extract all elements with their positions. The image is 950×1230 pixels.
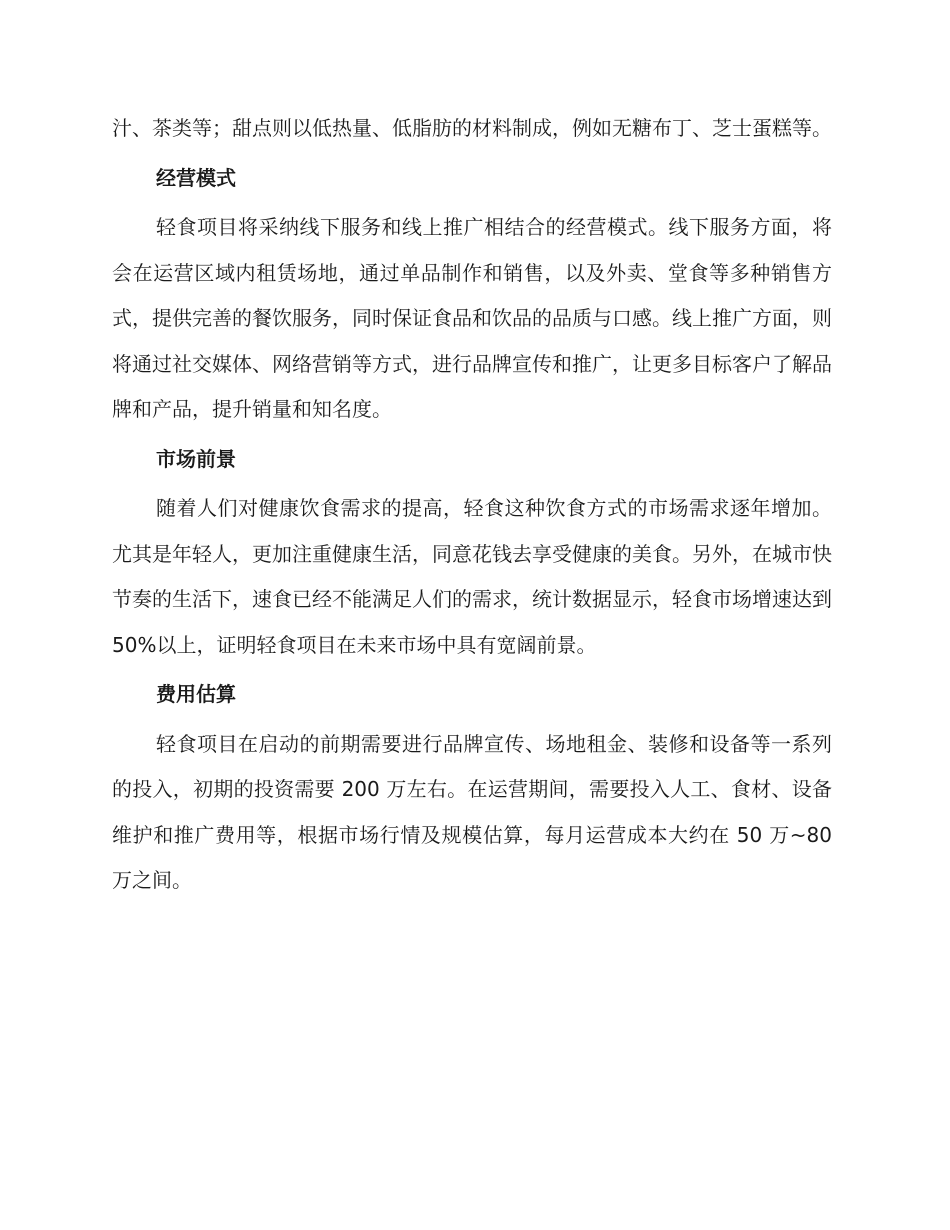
section-heading-business-model: 经营模式 <box>156 165 236 190</box>
section-heading-cost-estimate: 费用估算 <box>156 682 236 706</box>
section-heading-market-outlook: 市场前景 <box>156 446 236 471</box>
market-outlook-paragraph: 随着人们对健康饮食需求的提高，轻食这种饮食方式的市场需求逐年增加。尤其是年轻人，更加注重健康生活，同意花钱去享受健康的美食。另外，在城市快节奏的生活下，速食已经不能满足人们的需求，统计数据显示，轻食市场增速达到 50%以上，证明轻食项目在未来市场中具有宽阔前景。 <box>112 496 832 657</box>
cost-estimate-paragraph: 轻食项目在启动的前期需要进行品牌宣传、场地租金、装修和设备等一系列的投入，初期的投资需要 200 万左右。在运营期间，需要投入人工、食材、设备维护和推广费用等，根据市场行情及规模估算，每月运营成本大约在 50 万~80 万之间。 <box>112 731 832 892</box>
document-page <box>112 106 832 904</box>
business-model-paragraph: 轻食项目将采纳线下服务和线上推广相结合的经营模式。线下服务方面，将会在运营区域内租赁场地，通过单品制作和销售，以及外卖、堂食等多种销售方式，提供完善的餐饮服务，同时保证食品和饮品的品质与口感。线上推广方面，则将通过社交媒体、网络营销等方式，进行品牌宣传和推广，让更多目标客户了解品牌和产品，提升销量和知名度。 <box>112 215 832 421</box>
continued-paragraph: 汁、茶类等；甜点则以低热量、低脂肪的材料制成，例如无糖布丁、芝士蛋糕等。 <box>112 116 832 140</box>
